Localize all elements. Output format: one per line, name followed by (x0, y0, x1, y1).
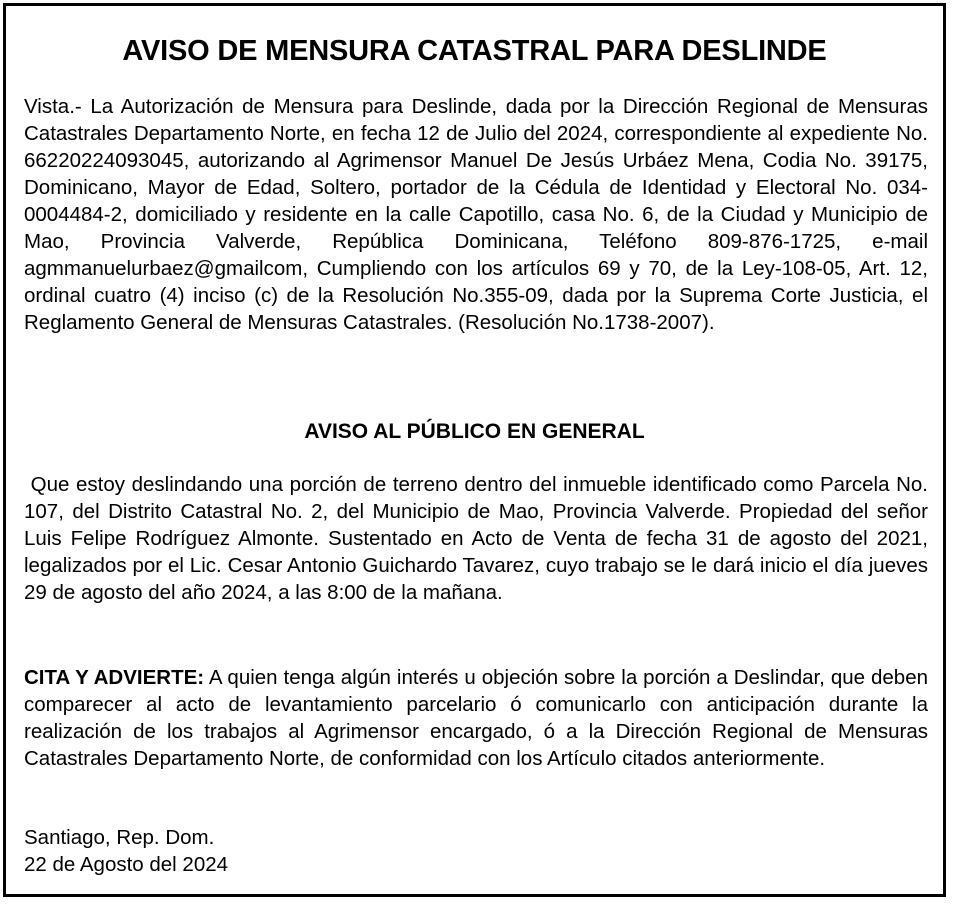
notice-box (3, 3, 946, 897)
authorization-paragraph: Vista.- La Autorización de Mensura para Deslinde, dada por la Dirección Regional de Mensuras Catastrales Departamento Norte, en fecha 12 de Julio del 2024, correspondiente al expediente No. 66220224093045, autorizando al Agrimensor Manuel De Jesús Urbáez Mena, Codia No. 39175, Dominicano, Mayor de Edad, Soltero, portador de la Cédula de Identidad y Electoral No. 034-0004484-2, domiciliado y residente en la calle Capotillo, casa No. 6, de la Ciudad y Municipio de Mao, Provincia Valverde, República Dominicana, Teléfono 809-876-1725, e-mail agmmanuelurbaez@gmailcom, Cumpliendo con los artículos 69 y 70, de la Ley-108-05, Art. 12, ordinal cuatro (4) inciso (c) de la Resolución No.355-09, dada por la Suprema Corte Justicia, el Reglamento General de Mensuras Catastrales. (Resolución No.1738-2007). (24, 95, 928, 334)
signoff-date: 22 de Agosto del 2024 (24, 853, 229, 876)
signoff (24, 824, 228, 878)
warning-paragraph (24, 664, 928, 772)
warning-lead: CITA Y ADVIERTE: (24, 666, 205, 689)
signoff-place: Santiago, Rep. Dom. (24, 826, 215, 849)
public-notice-heading: AVISO AL PÚBLICO EN GENERAL (304, 420, 645, 443)
warning-text: A quien tenga algún interés u objeción sobre la porción a Deslindar, que deben comparecer al acto de levantamiento parcelario ó comunicarlo con anticipación durante la realización de los trabajos al Agrimensor encargado, ó a la Dirección Regional de Mensuras Catastrales Departamento Norte, de conformidad con los Artículo citados anteriormente. (24, 666, 928, 770)
notice-title: AVISO DE MENSURA CATASTRAL PARA DESLINDE (122, 35, 827, 67)
survey-paragraph: Que estoy deslindando una porción de terreno dentro del inmueble identificado como Parcela No. 107, del Distrito Catastral No. 2, del Municipio de Mao, Provincia Valverde. Propiedad del señor Luis Felipe Rodríguez Almonte. Sustentado en Acto de Venta de fecha 31 de agosto del 2021, legalizados por el Lic. Cesar Antonio Guichardo Tavarez, cuyo trabajo se le dará inicio el día jueves 29 de agosto del año 2024, a las 8:00 de la mañana. (24, 473, 934, 604)
